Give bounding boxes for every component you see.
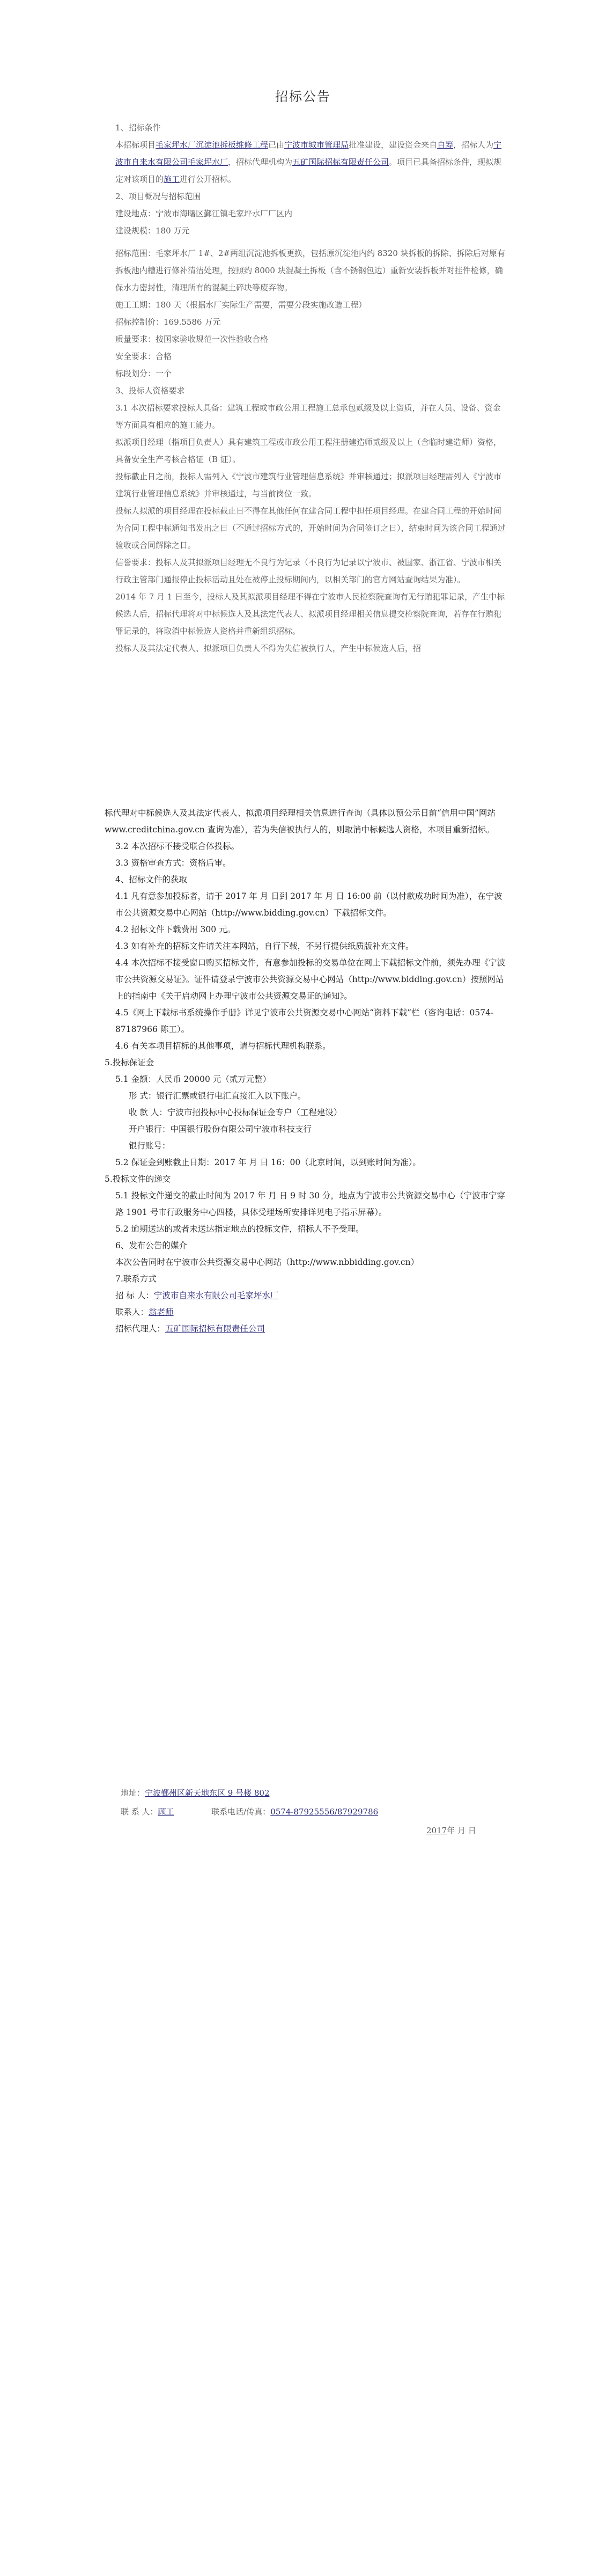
section-heading: 4、招标文件的获取 — [115, 875, 187, 884]
agency-name: 五矿国际招标有限责任公司 — [292, 157, 389, 167]
list-item: 本次公告同时在宁波市公共资源交易中心网站（http://www.nbbidding.gov.cn） — [115, 1257, 419, 1267]
fund-source: 自筹 — [437, 140, 454, 150]
contact-person-value: 翁老师 — [149, 1307, 174, 1317]
list-item: 银行账号： — [129, 1141, 171, 1151]
section-tender-conditions — [105, 119, 507, 657]
paragraph-tender-conditions: 本招标项目毛家坪水厂沉淀池拆板维修工程已由宁波市城市管理局批准建设，建设资金来自自筹，招标人为宁波市自来水有限公司毛家坪水厂，招标代理机构为五矿国际招标有限责任公司。项目已具备招标条件，现拟规定对该项目的施工进行公开招标。 — [115, 140, 502, 184]
list-item: 4.3 如有补充的招标文件请关注本网站，自行下载，不另行提供纸质版补充文件。 — [115, 941, 414, 951]
footer-address-value: 宁波鄞州区新天地东区 9 号楼 802 — [145, 1788, 270, 1798]
lot-division: 标段划分：一个 — [115, 369, 172, 378]
qualification-paragraph: 投标截止日之前，投标人需列入《宁波市建筑行业管理信息系统》并审核通过；拟派项目经理需列入《宁波市建筑行业管理信息系统》并审核通过，与当前岗位一致。 — [115, 472, 502, 499]
list-item: 形 式：银行汇票或银行电汇直接汇入以下账户。 — [129, 1091, 306, 1101]
footer-address: 地址：宁波鄞州区新天地东区 9 号楼 802 — [121, 1788, 270, 1798]
tenderee-name: 宁波市自来水有限公司毛家坪水厂 — [115, 140, 502, 167]
list-item: 5.1 投标文件递交的截止时间为 2017 年 月 日 9 时 30 分，地点为宁波市公共资源交易中心（宁波市宁穿路 1901 号市行政服务中心四楼，具体受理场所安排详见电子指示屏幕）。 — [115, 1191, 506, 1217]
tender-range: 招标范围：毛家坪水厂 1#、2#两组沉淀池拆板更换，包括原沉淀池内约 8320 块拆板的拆除、拆除后对原有拆板池内槽进行修补清洁处理，按照约 8000 块混凝土拆板（含不锈钢包边）重新安装拆板并对挂件检修，确保水力密封性，清理所有的混凝土碎块等废弃物。 — [115, 248, 505, 292]
footer-date-year: 2017 — [426, 1826, 447, 1835]
project-scale: 建设规模：180 万元 — [115, 226, 190, 236]
section-heading: 3、投标人资格要求 — [115, 386, 185, 396]
approver-name: 宁波市城市管理局 — [284, 140, 349, 150]
section-continued — [105, 805, 507, 1337]
list-item: 5.2 保证金到账截止日期：2017 年 月 日 16：00（北京时间，以到账时间为准）。 — [115, 1158, 421, 1167]
project-name: 毛家坪水厂沉淀池拆板维修工程 — [156, 140, 269, 150]
list-item: 5.2 逾期送达的或者未送达指定地点的投标文件，招标人不予受理。 — [115, 1224, 364, 1234]
qualification-paragraph: 拟派项目经理（指项目负责人）具有建筑工程或市政公用工程注册建造师贰级及以上（含临时建造师）资格，具备安全生产考核合格证（B 证）。 — [115, 437, 502, 464]
quality-requirement: 质量要求：按国家验收规范一次性验收合格 — [115, 334, 269, 344]
qualification-paragraph: 标代理对中标候选人及其法定代表人、拟派项目经理相关信息进行查询（具体以预公示日前“信用中国”网站 www.creditchina.gov.cn 查询为准），若为失信被执行人的，则取消中标候选人资格，本项目重新招标。 — [105, 808, 496, 835]
list-item: 4.1 凡有意参加投标者，请于 2017 年 月 日到 2017 年 月 日 16:00 前（以付款成功时间为准），在宁波市公共资源交易中心网站（http://www.bidding.gov.cn）下载招标文件。 — [115, 891, 502, 918]
list-item: 4.6 有关本项目招标的其他事项，请与招标代理机构联系。 — [115, 1041, 331, 1051]
list-item: 5.1 金额：人民币 20000 元（贰万元整） — [115, 1074, 271, 1084]
list-item: 3.2 本次招标不接受联合体投标。 — [115, 841, 240, 851]
list-item: 收 款 人：宁波市招投标中心投标保证金专户（工程建设） — [129, 1108, 342, 1117]
list-item: 4.2 招标文件下载费用 300 元。 — [115, 925, 236, 934]
footer-date: 2017年 月 日 — [426, 1826, 476, 1835]
section-heading: 6、发布公告的媒介 — [115, 1241, 187, 1250]
safety-requirement: 安全要求：合格 — [115, 352, 172, 361]
control-price: 招标控制价：169.5586 万元 — [115, 317, 221, 327]
qualification-paragraph: 信誉要求：投标人及其拟派项目经理无不良行为记录（不良行为记录以宁波市、被国家、浙江省、宁波市相关行政主管部门通报停止投标活动且处在被停止投标期间内，以相关部门的官方网站查询结果为准）。 — [115, 558, 502, 584]
construction-period: 施工工期：180 天（根据水厂实际生产需要，需要分段实施改造工程） — [115, 300, 367, 310]
section-heading: 2、项目概况与招标范围 — [115, 192, 201, 201]
section-heading: 5.投标文件的递交 — [105, 1174, 171, 1184]
page-title: 招标公告 — [275, 89, 331, 104]
contact-agency-value: 五矿国际招标有限责任公司 — [165, 1324, 265, 1334]
section-heading: 7.联系方式 — [115, 1274, 157, 1284]
footer-phone-value: 0574-87925556/87929786 — [270, 1807, 379, 1817]
project-location: 建设地点：宁波市海曙区鄞江镇毛家坪水厂厂区内 — [115, 209, 293, 218]
list-item: 开户银行：中国银行股份有限公司宁波市科技支行 — [129, 1124, 312, 1134]
qualification-paragraph: 投标人及其法定代表人、拟派项目负责人不得为失信被执行人，产生中标候选人后，招 — [115, 643, 422, 653]
qualification-paragraph: 3.1 本次招标要求投标人具备：建筑工程或市政公用工程施工总承包贰级及以上资质，并在人员、设备、资金等方面具有相应的施工能力。 — [115, 403, 501, 430]
section-heading: 1、招标条件 — [115, 123, 161, 133]
contact-tenderee: 招 标 人：宁波市自来水有限公司毛家坪水厂 — [115, 1291, 279, 1300]
footer-contact-row: 联 系 人：顾工 联系电话/传真：0574-87925556/87929786 — [121, 1807, 379, 1817]
contact-tenderee-value: 宁波市自来水有限公司毛家坪水厂 — [153, 1291, 279, 1300]
list-item: 4.4 本次招标不接受窗口购买招标文件，有意参加投标的交易单位在网上下载招标文件前，须先办理《宁波市公共资源交易证》。证件请登录宁波市公共资源交易中心网站（http://www.bidding.gov.cn）按照网站上的指南中《关于启动网上办理宁波市公共资源交易证的通知》。 — [115, 958, 506, 1001]
section-heading: 5.投标保证金 — [105, 1058, 154, 1067]
list-item: 3.3 资格审查方式：资格后审。 — [115, 858, 231, 868]
footer-contact-value: 顾工 — [158, 1807, 174, 1817]
tender-scope: 施工 — [164, 174, 180, 184]
list-item: 4.5《网上下载标书系统操作手册》详见宁波市公共资源交易中心网站“资料下载”栏（咨询电话：0574-87187966 陈工）。 — [115, 1008, 494, 1034]
contact-agency: 招标代理人：五矿国际招标有限责任公司 — [115, 1324, 265, 1334]
qualification-paragraph: 2014 年 7 月 1 日至今，投标人及其拟派项目经理不得在宁波市人民检察院查询有无行贿犯罪记录，产生中标候选人后，招标代理将对中标候选人及其法定代表人、拟派项目经理相关信息提交检察院查询，若存在行贿犯罪记录的，将取消中标候选人资格并重新组织招标。 — [115, 592, 505, 636]
contact-person: 联系人：翁老师 — [115, 1307, 174, 1317]
qualification-paragraph: 投标人拟派的项目经理在投标截止日不得在其他任何在建合同工程中担任项目经理。在建合同工程的开始时间为合同工程中标通知书发出之日（不通过招标方式的，开始时间为合同签订之日），结束时间为该合同工程通过验收或合同解除之日。 — [115, 506, 506, 550]
